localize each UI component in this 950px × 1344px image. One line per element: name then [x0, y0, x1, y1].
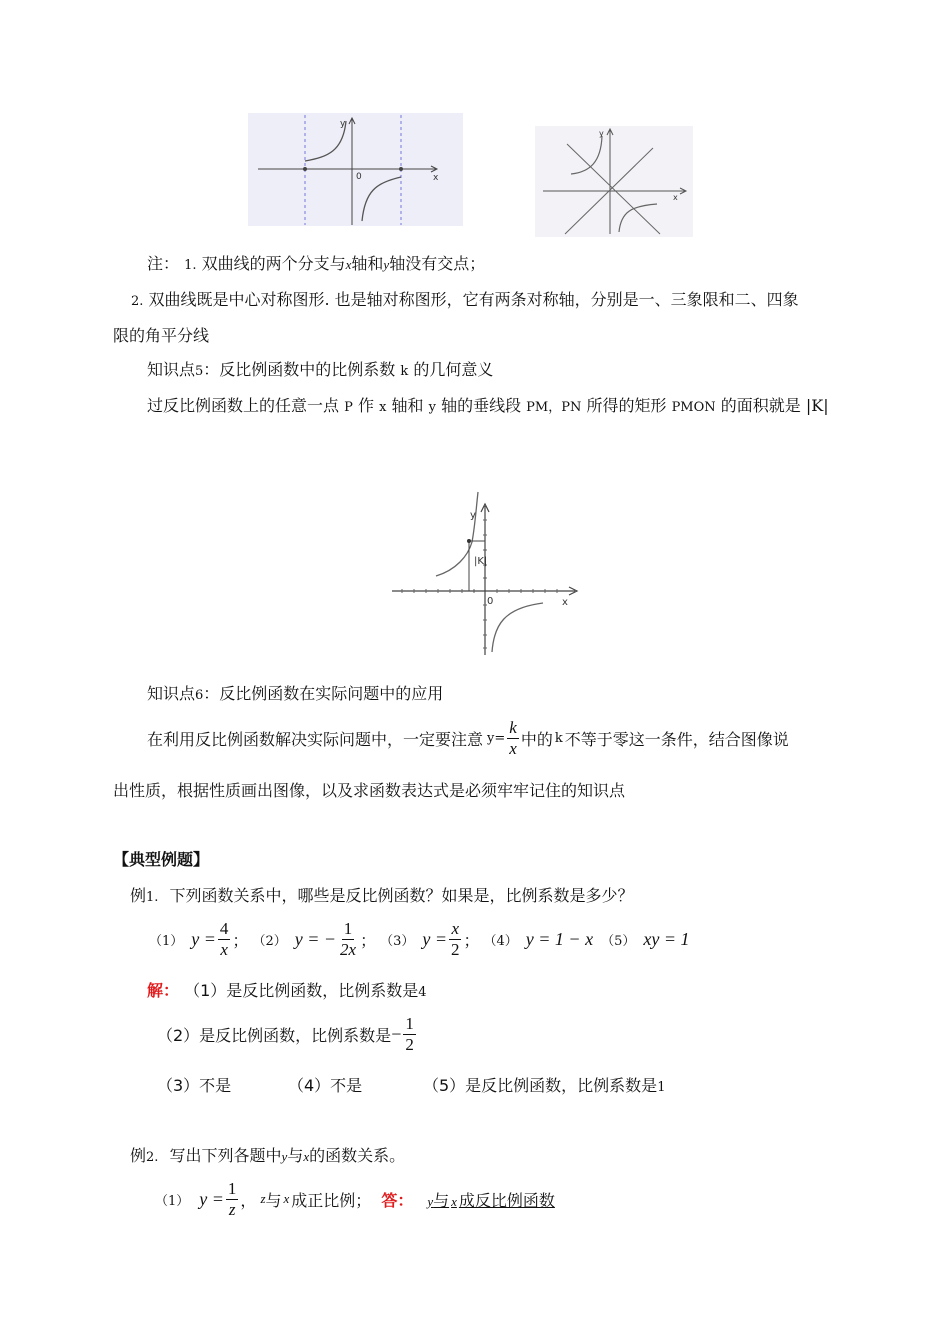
ex2-item-comma: ， [240, 1190, 257, 1210]
ex1-item-1-den: x [220, 939, 228, 959]
kp5-desc-d: 轴的垂线段 [441, 396, 522, 415]
point-left [303, 167, 307, 171]
kp5-desc-p: P [344, 400, 353, 415]
symmetry-axis-1 [567, 144, 660, 234]
note-text-c: 轴没有交点； [389, 254, 486, 273]
branch-upper [571, 136, 602, 174]
kp5-title-b: ：反比例函数中的比例系数 [203, 360, 396, 379]
ex2-label: 例 [130, 1146, 147, 1165]
ex1-item-3-num: x [451, 918, 460, 938]
ex2-question-c: 的函数关系。 [309, 1146, 406, 1165]
y-label: y [340, 119, 346, 129]
ex1-items [149, 915, 689, 963]
note-prefix: 注： [147, 254, 180, 273]
ex2-answer-c: 成反比例函数 [458, 1190, 555, 1210]
ex1-item-2-tail: ； [360, 930, 377, 950]
kp6-y-equals: y= [487, 730, 506, 746]
ex2-item-x: x [283, 1191, 290, 1206]
ex2-question [130, 1143, 405, 1166]
ex1-item-3-idx: （3） [380, 933, 415, 949]
kp6-fraction-den: x [509, 738, 517, 758]
ex1-item-1-fraction [218, 919, 231, 960]
ex1-answer-2-sign: − [391, 1023, 402, 1044]
ex1-item-2-den: 2x [340, 939, 357, 959]
kp5-title-num: 5 [195, 364, 204, 379]
ex1-answer-1-text: （1）是反比例函数，比例系数是 [184, 981, 419, 1000]
ex2-item-num: 1 [227, 1178, 237, 1198]
ex1-item-2-num: 1 [343, 918, 353, 938]
note-line-2 [131, 287, 799, 310]
x-label: x [673, 193, 678, 202]
ex1-answer-2-fraction [403, 1014, 416, 1055]
ex1-item-3-lhs: y = [422, 928, 447, 949]
ex1-item-4-expr: y = 1 − x [525, 928, 594, 949]
ex1-answer-2-text: （2）是反比例函数，比例系数是 [157, 1025, 392, 1045]
ex1-label: 例 [130, 886, 147, 905]
kp5-title [147, 357, 493, 380]
ex2-answer-y: y [427, 1193, 434, 1209]
ex1-answer-label: 解： [147, 981, 180, 1000]
kp5-title-k: k [400, 364, 409, 379]
ex1-answer-5-text: （5）是反比例函数，比例系数是 [423, 1076, 658, 1095]
kp5-desc-x: x [379, 400, 387, 415]
ex1-item-4-idx: （4） [483, 933, 518, 949]
ex1-answer-2-den: 2 [405, 1034, 414, 1054]
note-2-number: 2. [131, 294, 144, 309]
ex1-answer-2-num: 1 [405, 1013, 414, 1033]
kp6-line-2 [113, 778, 625, 801]
hyperbola-graph-3 [388, 490, 588, 658]
ex2-question-a: 写出下列各题中 [169, 1146, 282, 1165]
ex1-item-2-lhs: y = − [294, 928, 337, 949]
kp6-title [147, 681, 443, 704]
y-label: y [599, 129, 604, 138]
ex1-question [130, 883, 634, 906]
hyperbola-graph-2-svg [535, 126, 693, 237]
ex1-answer-3: （3）不是 [157, 1076, 232, 1095]
kp5-description [147, 393, 829, 416]
note-3-text: 限的角平分线 [113, 326, 210, 345]
note-line-1 [147, 251, 485, 274]
kp5-desc-b: 作 [357, 396, 374, 415]
k-label: |K| [474, 556, 488, 567]
hyperbola-graph-1-svg [248, 113, 463, 226]
note-text-a: 双曲线的两个分支与 [201, 254, 346, 273]
kp6-line2-text: 出性质，根据性质画出图像，以及求函数表达式是必须牢牢记住的知识点 [113, 781, 626, 800]
x-label: x [433, 173, 439, 183]
kp6-title-b: ：反比例函数在实际问题中的应用 [203, 684, 444, 703]
branch-lower [619, 204, 657, 232]
kp5-desc-pmon: PMON [671, 400, 716, 415]
kp6-fraction-num: k [509, 717, 517, 737]
ex2-item-den: z [228, 1199, 236, 1219]
kp6-title-num: 6 [195, 688, 204, 703]
kp6-line1-a: 在利用反比例函数解决实际问题中，一定要注意 [147, 729, 484, 749]
origin-label: 0 [356, 172, 362, 182]
y-label: y [470, 510, 476, 521]
ex1-item-1-lhs: y = [191, 928, 216, 949]
hyperbola-graph-1 [248, 113, 463, 226]
ex1-question-text: 下列函数关系中，哪些是反比例函数？如果是，比例系数是多少？ [169, 886, 634, 905]
kp6-line1-k: k [554, 730, 563, 746]
ex2-answer-label: 答： [381, 1190, 414, 1210]
ex2-item-z: z [260, 1191, 266, 1206]
ex2-question-x: x [303, 1149, 310, 1164]
ex1-answer-1 [147, 978, 427, 1001]
ex1-answer-2 [157, 1010, 418, 1058]
kp5-desc-pm: PM，PN [526, 400, 582, 415]
kp5-desc-a: 过反比例函数上的任意一点 [147, 396, 340, 415]
branch-lower [492, 603, 543, 652]
kp5-desc-e: 所得的矩形 [586, 396, 667, 415]
note-number: 1. [184, 258, 197, 273]
origin-label: 0 [487, 596, 494, 607]
branch-upper [436, 492, 478, 576]
ex1-item-1-tail: ； [232, 930, 249, 950]
ex2-answer-x: x [451, 1193, 457, 1209]
ex1-answer-4: （4）不是 [288, 1076, 363, 1095]
ex2-item-b: 与 [265, 1190, 282, 1210]
ex2-item-idx: （1） [155, 1193, 190, 1209]
note-y: y [383, 257, 390, 272]
branch-lower [362, 177, 401, 221]
ex2-item-c: 成正比例； [291, 1190, 372, 1210]
kp5-title-c: 的几何意义 [413, 360, 494, 379]
note-2-text: 双曲线既是中心对称图形. 也是轴对称图形，它有两条对称轴，分别是一、三象限和二、四象 [148, 290, 799, 309]
ex1-item-5-idx: （5） [601, 933, 636, 949]
ex1-item-3-fraction [449, 919, 462, 960]
ex1-num: 1. [146, 890, 159, 905]
hyperbola-graph-3-svg [388, 490, 588, 658]
ex2-item-lhs: y = [199, 1188, 224, 1209]
ex2-question-y: y [281, 1149, 288, 1164]
ex2-answer-b: 与 [433, 1190, 450, 1210]
tick-marks [402, 520, 557, 648]
x-label: x [562, 597, 568, 608]
ex1-answer-1-value: 4 [418, 985, 427, 1000]
point-p [467, 539, 471, 543]
ex1-answer-5 [423, 1073, 665, 1096]
ex2-item-1 [155, 1174, 555, 1224]
ex1-item-3-den: 2 [451, 939, 460, 959]
ex2-answer-underlined [427, 1188, 555, 1211]
kp5-desc-abs: |K| [805, 396, 829, 415]
examples-heading: 【典型例题】 [113, 850, 210, 869]
ex2-item-fraction [226, 1179, 239, 1220]
ex2-question-b: 与 [287, 1146, 304, 1165]
ex1-item-1-idx: （1） [149, 933, 184, 949]
kp6-fraction [507, 718, 519, 759]
point-right [399, 167, 403, 171]
ex1-item-5-expr: xy = 1 [643, 928, 690, 949]
kp5-title-a: 知识点 [147, 360, 196, 379]
note-text-b: 轴和 [351, 254, 384, 273]
ex1-item-2-idx: （2） [252, 933, 287, 949]
kp5-desc-y: y [428, 400, 436, 415]
note-x: x [345, 257, 352, 272]
hyperbola-graph-2 [535, 126, 693, 237]
ex1-item-3-tail: ； [463, 930, 480, 950]
kp5-desc-c: 轴和 [391, 396, 424, 415]
kp6-line-1 [147, 715, 789, 761]
ex1-item-1-num: 4 [219, 918, 229, 938]
note-line-3 [113, 323, 209, 346]
ex1-item-2-fraction [338, 919, 358, 960]
kp6-line1-b: 中的 [520, 729, 553, 749]
kp6-line1-c: 不等于零这一条件，结合图像说 [564, 729, 789, 749]
kp5-desc-f: 的面积就是 [720, 396, 801, 415]
kp6-title-a: 知识点 [147, 684, 196, 703]
ex1-answer-5-value: 1 [657, 1080, 666, 1095]
ex2-num: 2. [146, 1150, 159, 1165]
